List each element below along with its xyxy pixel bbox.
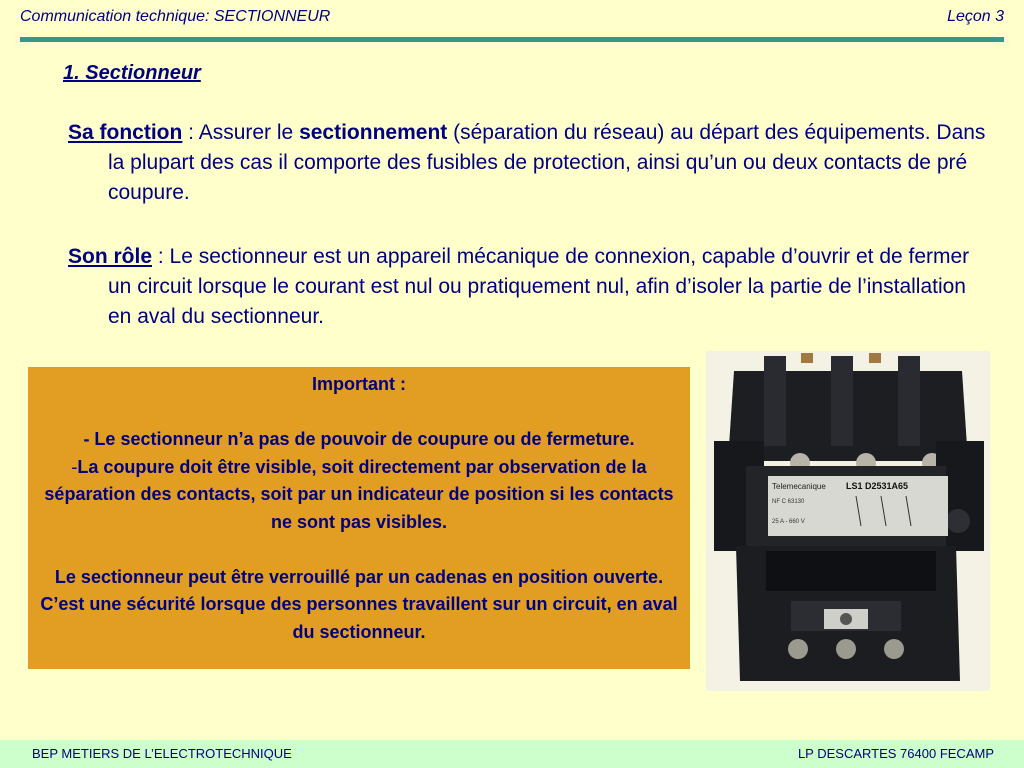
photo-std: NF C 63130	[772, 499, 805, 505]
footer	[0, 740, 1024, 768]
important-point-2	[34, 454, 684, 537]
spacer	[34, 536, 684, 564]
important-box	[28, 367, 690, 669]
point-2-text: La coupure doit être visible, soit directement par observation de la séparation des contacts, soit par un indicateur de position si les contacts ne sont pas visibles.	[44, 456, 674, 532]
spacer	[34, 399, 684, 427]
header-divider	[20, 37, 1004, 42]
photo-rating: 25 A - 660 V	[772, 519, 805, 525]
paragraph-role	[68, 242, 988, 332]
term-role: Son rôle	[68, 245, 153, 268]
important-point-1: - Le sectionneur n’a pas de pouvoir de coupure ou de fermeture.	[83, 429, 635, 449]
header-lesson: Leçon 3	[947, 8, 1004, 25]
paragraph-fonction	[68, 118, 988, 208]
term-fonction: Sa fonction	[68, 121, 183, 144]
disconnector-photo	[706, 351, 990, 691]
photo-model: LS1 D2531A65	[846, 481, 909, 491]
footer-left: BEP METIERS DE L’ELECTROTECHNIQUE	[32, 746, 292, 761]
photo-brand: Telemecanique	[772, 482, 826, 491]
fonction-text-b: (séparation du réseau) au départ des équipements. Dans la plupart des cas il comporte des fusibles de protection, ainsi qu’un ou deux contacts de pré coupure.	[108, 121, 986, 204]
fonction-text-a: : Assurer le	[182, 121, 300, 144]
important-point-3: Le sectionneur peut être verrouillé par un cadenas en position ouverte. C’est une sécurité lorsque des personnes travaillent sur un circuit, en aval du sectionneur.	[40, 566, 678, 642]
header-title: Communication technique: SECTIONNEUR	[20, 8, 331, 25]
role-text: : Le sectionneur est un appareil mécanique de connexion, capable d’ouvrir et de fermer un circuit lorsque le courant est nul ou pratiquement nul, afin d’isoler la partie de l’installation en aval du sectionneur.	[108, 245, 970, 328]
disconnector-photo-icon	[706, 351, 990, 691]
point-2-dash: -	[71, 456, 78, 477]
footer-right: LP DESCARTES 76400 FECAMP	[797, 746, 994, 761]
important-heading: Important :	[312, 374, 406, 394]
fonction-strong: sectionnement	[299, 121, 448, 144]
section-title: 1. Sectionneur	[63, 62, 201, 84]
